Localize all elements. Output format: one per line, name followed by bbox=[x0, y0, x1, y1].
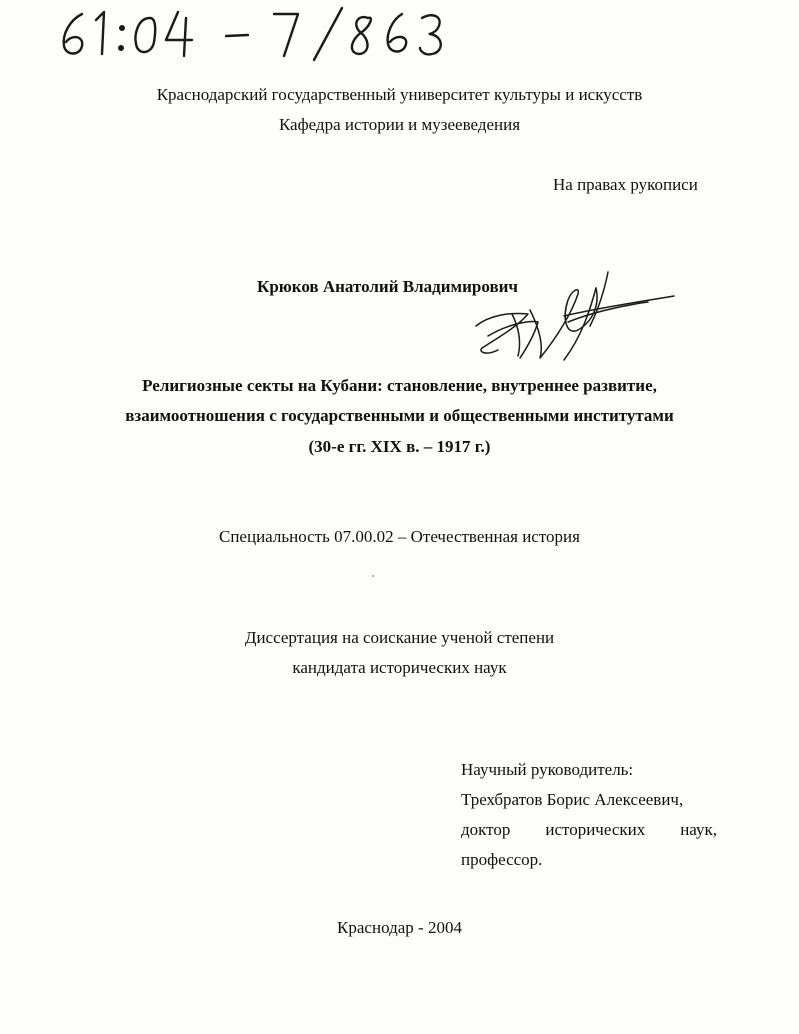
supervisor-position: профессор. bbox=[461, 850, 543, 869]
speck bbox=[372, 575, 374, 577]
handwritten-archive-number bbox=[52, 4, 452, 64]
degree-line-1: Диссертация на соискание ученой степени bbox=[244, 628, 555, 647]
city-year: Краснодар - 2004 bbox=[337, 918, 462, 937]
supervisor-degree-word: наук, bbox=[680, 820, 717, 839]
supervisor-degree-word: исторических bbox=[545, 820, 646, 839]
supervisor-label: Научный руководитель: bbox=[461, 760, 634, 779]
university-name: Краснодарский государственный университет культуры и искусств bbox=[156, 85, 643, 104]
signature bbox=[468, 266, 680, 364]
dissertation-title-line-1: Религиозные секты на Кубани: становление, внутреннее развитие, bbox=[142, 376, 657, 395]
degree-line-2: кандидата исторических наук bbox=[292, 658, 507, 677]
supervisor-name: Трехбратов Борис Алексеевич, bbox=[461, 790, 684, 809]
department-name: Кафедра истории и музееведения bbox=[278, 115, 521, 134]
supervisor-degree-word: доктор bbox=[461, 820, 511, 839]
dissertation-title-line-3: (30-е гг. XIX в. – 1917 г.) bbox=[308, 437, 491, 456]
author-name: Крюков Анатолий Владимирович bbox=[257, 277, 519, 296]
dissertation-title-line-2: взаимоотношения с государственными и общественными институтами bbox=[125, 406, 674, 425]
specialty: Специальность 07.00.02 – Отечественная история bbox=[219, 527, 580, 546]
manuscript-rights-note: На правах рукописи bbox=[553, 175, 698, 194]
supervisor-degree bbox=[461, 820, 717, 840]
